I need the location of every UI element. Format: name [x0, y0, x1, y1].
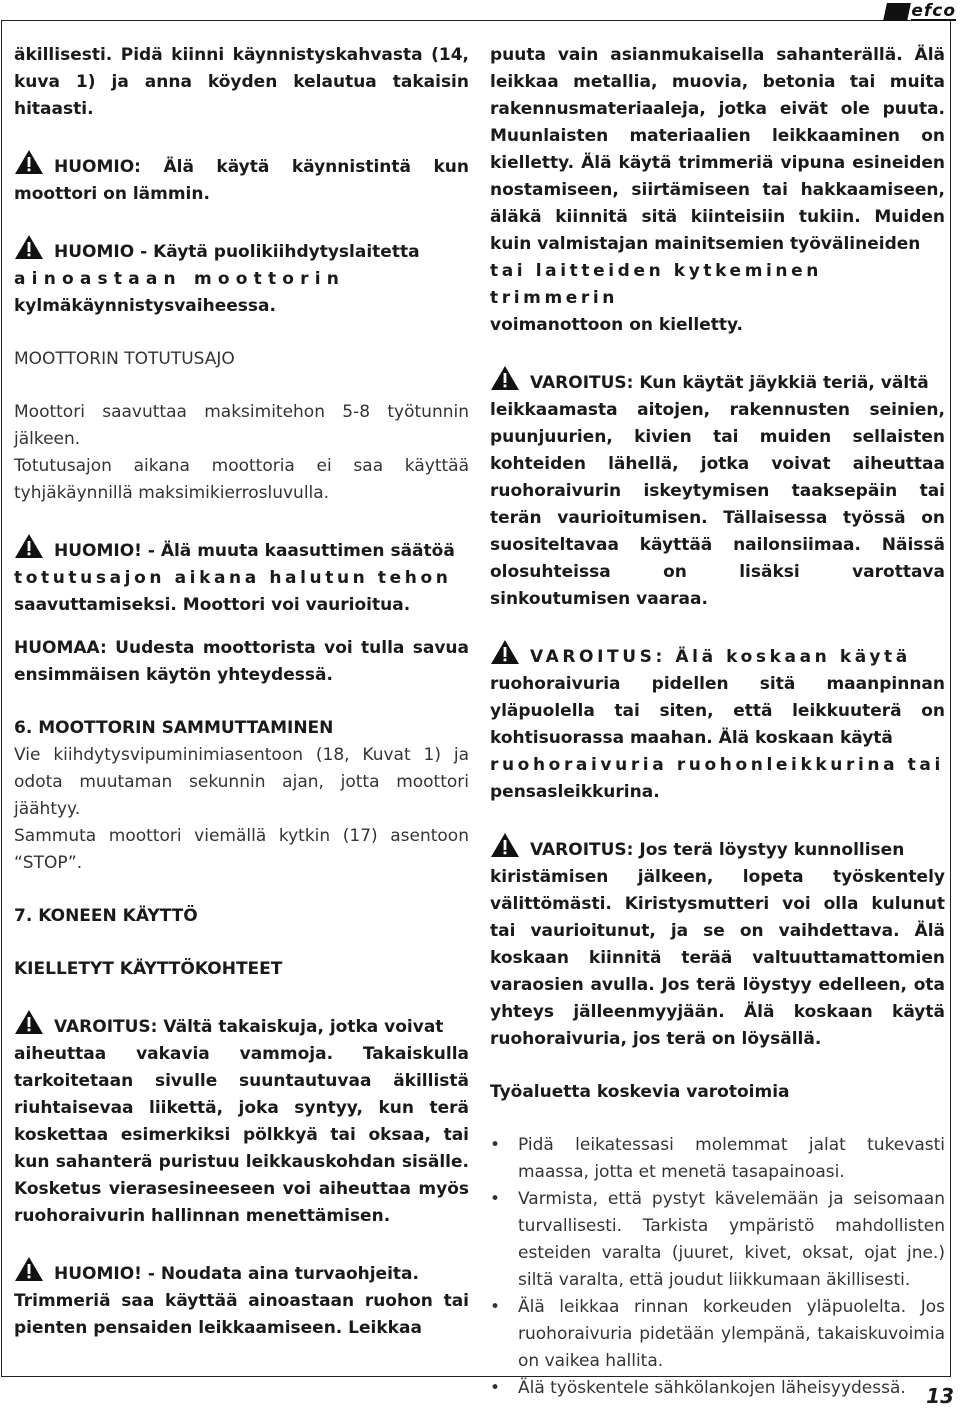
note-smoke: HUOMAA: Uudesta moottorista voi tulla savua ensimmäisen käytön yhteydessä.	[14, 638, 469, 685]
warning-starter-hot	[14, 149, 469, 208]
paragraph-cut-wood: puuta vain asianmukaisella sahanterällä. Älä leikkaa metallia, muovia, betonia tai muita rakennusmateriaaleja, jotka eivät ole puuta. Muunlaisten materiaalien leikkaaminen on kielletty. Älä käytä trimmeriä vipuna esineiden nostamiseen, siirtämiseen tai hakkaamiseen, äläkä kiinnitä sitä kiinteisiin tukiin. Muiden kuin valmistajan mainitsemien työvälineiden	[490, 45, 945, 254]
list-item: • Älä leikkaa rinnan korkeuden yläpuolelta. Jos ruohoraivuria pidetään ylempänä, takaiskuvoimia on vaikea hallita.	[490, 1294, 945, 1375]
warning-text: HUOMIO: Älä käytä käynnistintä kun moottori on lämmin.	[14, 157, 469, 204]
warning-text: kylmäkäynnistysvaiheessa.	[14, 296, 276, 316]
warning-rigid-blades	[490, 365, 945, 613]
warning-triangle-icon	[14, 533, 44, 559]
right-column	[490, 42, 945, 1402]
brand-logo-text: efco	[911, 1, 956, 21]
warning-carburetor	[14, 533, 469, 619]
paragraph-recoil-start: äkillisesti. Pidä kiinni käynnistyskahvasta (14, kuva 1) ja anna köyden kelautua takaisin hitaasti.	[14, 45, 469, 119]
warning-triangle-icon	[490, 832, 520, 858]
heading-stopping: 6. MOOTTORIN SAMMUTTAMINEN	[14, 718, 334, 738]
paragraph-cut-wood-end: voimanottoon on kielletty.	[490, 315, 743, 335]
warning-text: VAROITUS: Kun käytät jäykkiä teriä, vältä	[530, 373, 929, 393]
brand-logo-mark	[883, 3, 911, 21]
warning-text: VAROITUS: Älä koskaan käytä	[530, 647, 911, 667]
warning-text: HUOMIO! - Noudata aina turvaohjeita.	[54, 1264, 419, 1284]
heading-forbidden-use: KIELLETYT KÄYTTÖKOHTEET	[14, 959, 283, 979]
warning-triangle-icon	[14, 1256, 44, 1282]
paragraph-break-in-2: Totutusajon aikana moottoria ei saa käyttää tyhjäkäynnillä maksimikierrosluvulla.	[14, 456, 469, 503]
paragraph-break-in-1: Moottori saavuttaa maksimitehon 5-8 työtunnin jälkeen.	[14, 402, 469, 449]
warning-text: VAROITUS: Vältä takaiskuja, jotka voivat	[54, 1017, 444, 1037]
warning-safety-instructions	[14, 1256, 469, 1342]
heading-machine-use: 7. KONEEN KÄYTTÖ	[14, 906, 198, 926]
warning-choke	[14, 234, 469, 320]
warning-text-spread: totutusajon aikana halutun tehon	[14, 568, 452, 588]
work-area-list	[490, 1132, 945, 1402]
page-number: 13	[926, 1384, 954, 1408]
warning-text: pensasleikkurina.	[490, 782, 660, 802]
warning-triangle-icon	[490, 639, 520, 665]
warning-text-spread: ainoastaan moottorin	[14, 269, 346, 289]
warning-text-spread: ruohoraivuria ruohonleikkurina tai	[490, 755, 944, 775]
warning-text: saavuttamiseksi. Moottori voi vaurioitua.	[14, 595, 411, 615]
warning-text: aiheuttaa vakavia vammoja. Takaiskulla tarkoitetaan sivulle suuntautuvaa äkillistä riuhtaisevaa liikettä, joka syntyy, kun terä koskettaa esimerkiksi pölkkyä tai oksaa, tai kun sahanterä puristuu leikkauskohdan sisälle. Kosketus vierasesineeseen voi aiheuttaa myös ruohoraivurin hallinnan menettämisen.	[14, 1044, 469, 1226]
warning-ground-level	[490, 639, 945, 806]
warning-triangle-icon	[14, 149, 44, 175]
paragraph-cut-wood-spread: tai laitteiden kytkeminen trimmerin	[490, 261, 822, 308]
warning-text: HUOMIO - Käytä puolikiihdytyslaitetta	[54, 242, 420, 262]
list-item: • Älä työskentele sähkölankojen läheisyydessä.	[490, 1375, 945, 1402]
brand-logo	[885, 2, 956, 22]
warning-triangle-icon	[490, 365, 520, 391]
heading-work-area: Työaluetta koskevia varotoimia	[490, 1082, 790, 1102]
paragraph-stopping-1: Vie kiihdytysvipuminimiasentoon (18, Kuvat 1) ja odota muutaman sekunnin ajan, jotta moottori jäähtyy.	[14, 745, 469, 819]
warning-text: leikkaamasta aitojen, rakennusten seinien, puunjuurien, kivien tai muiden sellaisten kohteiden lähellä, jotka voivat aiheuttaa ruohoraivurin iskeytymisen taaksepäin tai terän vaurioitumisen. Tällaisessa työssä on suositeltavaa käyttää nailonsiimaa. Näissä olosuhteissa on lisäksi varottava sinkoutumisen vaaraa.	[490, 400, 945, 609]
left-column	[14, 42, 469, 1342]
warning-text: HUOMIO! - Älä muuta kaasuttimen säätöä	[54, 541, 455, 561]
paragraph-stopping-2: Sammuta moottori viemällä kytkin (17) asentoon “STOP”.	[14, 826, 469, 873]
warning-triangle-icon	[14, 1009, 44, 1035]
warning-kickback	[14, 1009, 469, 1230]
list-item: • Varmista, että pystyt kävelemään ja seisomaan turvallisesti. Tarkista ympäristö mahdollisten esteiden varalta (juuret, kivet, oksat, ojat jne.) siltä varalta, että joudut liikkumaan äkillisesti.	[490, 1186, 945, 1294]
warning-text: kiristämisen jälkeen, lopeta työskentely välittömästi. Kiristysmutteri voi olla kulunut tai vaurioitunut, ja se on vaihdettava. Älä koskaan kiinnitä terää valtuuttamattomien varaosien avulla. Jos terä löystyy edelleen, ota yhteys jälleenmyyjään. Älä koskaan käytä ruohoraivuria, jos terä on löysällä.	[490, 867, 945, 1049]
warning-text: Trimmeriä saa käyttää ainoastaan ruohon tai pienten pensaiden leikkaamiseen. Leikkaa	[14, 1291, 469, 1338]
warning-text: ruohoraivuria pidellen sitä maanpinnan yläpuolella tai siten, että leikkuuterä on kohtisuorassa maahan. Älä koskaan käytä	[490, 674, 945, 748]
list-item: • Pidä leikatessasi molemmat jalat tukevasti maassa, jotta et menetä tasapainoasi.	[490, 1132, 945, 1186]
warning-loose-blade	[490, 832, 945, 1053]
heading-break-in: MOOTTORIN TOTUTUSAJO	[14, 349, 235, 369]
warning-triangle-icon	[14, 234, 44, 260]
warning-text: VAROITUS: Jos terä löystyy kunnollisen	[530, 840, 905, 860]
